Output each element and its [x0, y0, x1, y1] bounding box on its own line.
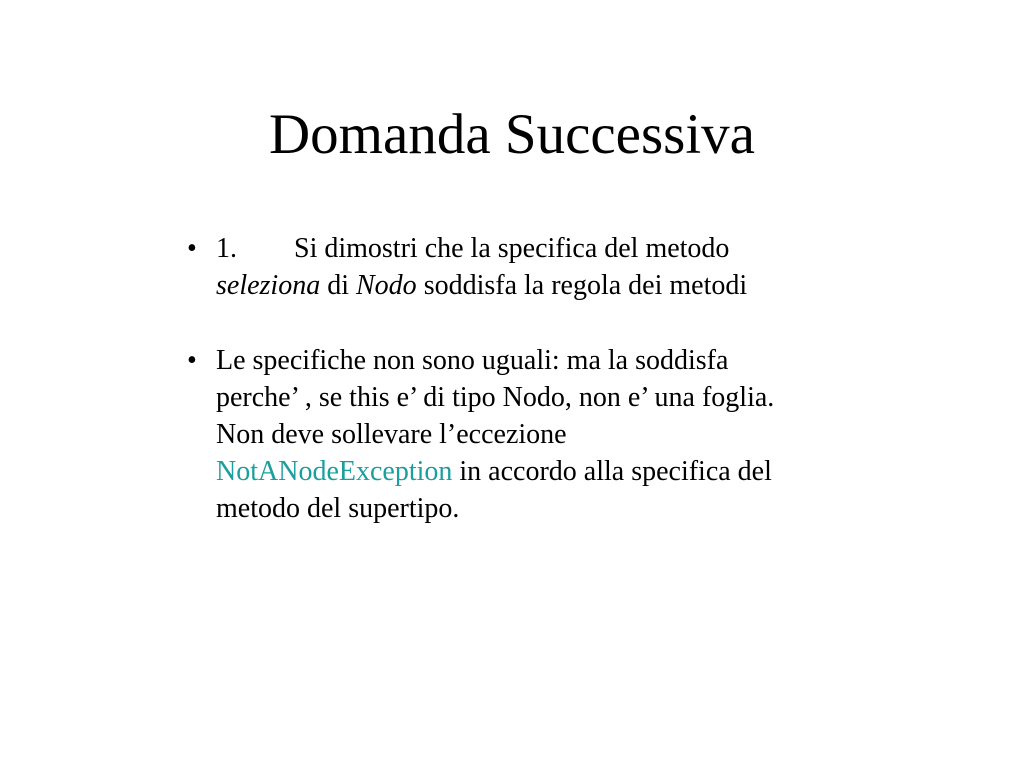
slide-title: Domanda Successiva — [269, 103, 755, 166]
bullet-item-question — [187, 230, 917, 304]
bullet-list — [187, 230, 917, 527]
answer-line-2: perche’ , se this e’ di tipo Nodo, non e’ una foglia. — [216, 382, 775, 413]
question-text-start: Si dimostri che la specifica del metodo — [294, 233, 730, 264]
bullet-marker: • — [187, 233, 197, 264]
answer-line-1: Le specifiche non sono uguali: ma la soddisfa — [216, 345, 729, 376]
answer-line-4: in accordo alla specifica del — [452, 456, 772, 487]
question-text-end: soddisfa la regola dei metodi — [416, 270, 748, 301]
exception-name: NotANodeException — [216, 456, 453, 487]
bullet-item-answer — [187, 342, 917, 527]
bullet-marker: • — [187, 345, 197, 376]
class-name: Nodo — [356, 270, 417, 301]
question-text-di: di — [320, 270, 356, 301]
answer-line-3: Non deve sollevare l’eccezione — [216, 419, 567, 450]
question-number: 1. — [216, 233, 237, 264]
method-name: seleziona — [216, 270, 321, 301]
answer-line-5: metodo del supertipo. — [216, 493, 460, 524]
